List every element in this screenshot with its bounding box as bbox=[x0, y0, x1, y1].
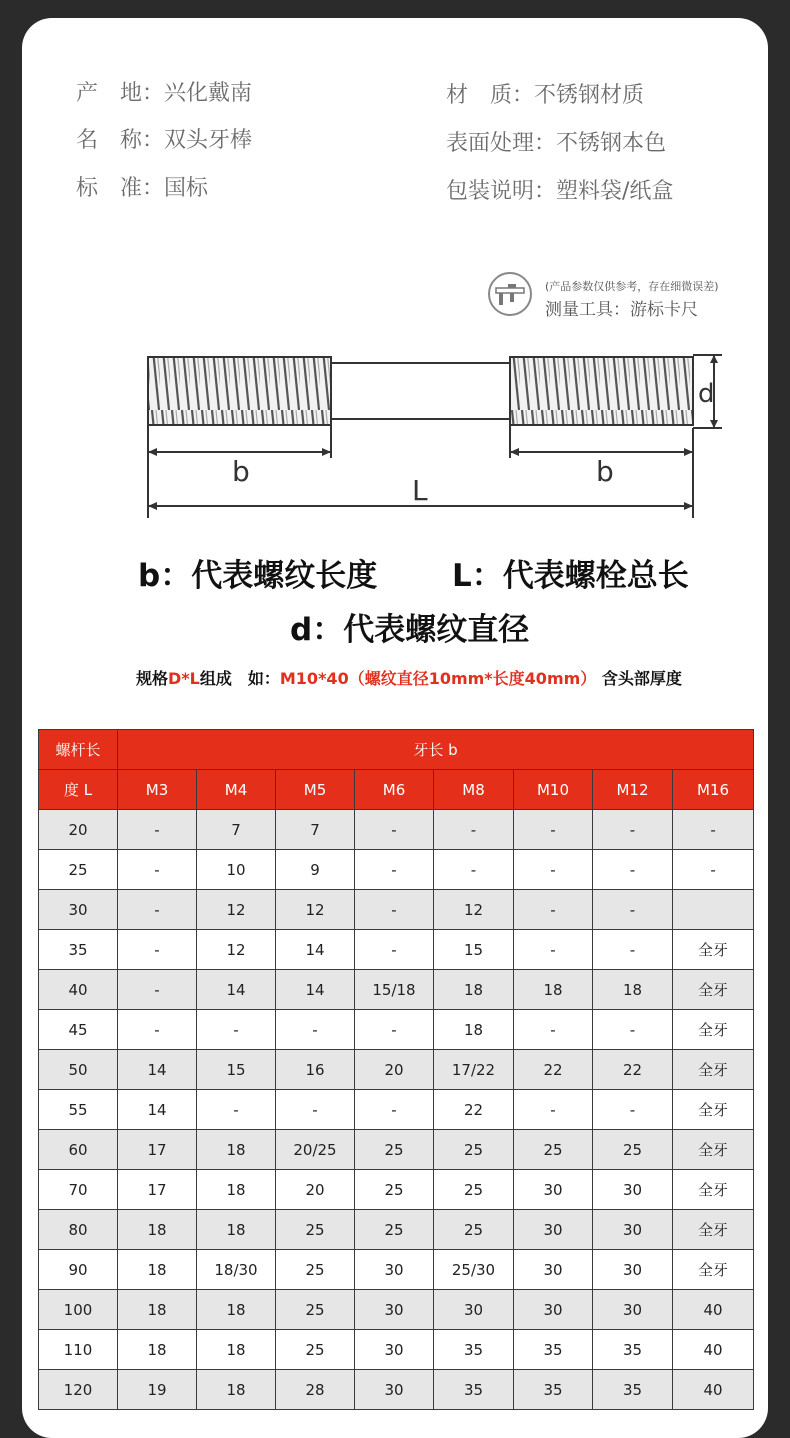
thread-length-cell: 25 bbox=[593, 1130, 673, 1170]
row-length-cell: 35 bbox=[39, 930, 118, 970]
table-row bbox=[39, 1090, 754, 1130]
thread-length-cell: - bbox=[355, 890, 434, 930]
header-size: M3 bbox=[118, 770, 197, 810]
thread-length-cell: - bbox=[593, 810, 673, 850]
thread-length-cell: 30 bbox=[355, 1330, 434, 1370]
thread-length-cell: 10 bbox=[197, 850, 276, 890]
row-length-cell: 70 bbox=[39, 1170, 118, 1210]
thread-length-cell: - bbox=[514, 1010, 593, 1050]
thread-length-cell: 35 bbox=[434, 1330, 514, 1370]
table-row bbox=[39, 1250, 754, 1290]
header-length-bottom: 度 L bbox=[39, 770, 118, 810]
spec-format-note: 规格D*L组成 如：M10*40（螺纹直径10mm*长度40mm） 含头部厚度 bbox=[136, 669, 682, 688]
thread-length-cell: - bbox=[118, 970, 197, 1010]
spec-standard: 标 准：国标 bbox=[76, 176, 209, 201]
thread-length-cell: 14 bbox=[276, 930, 355, 970]
thread-length-cell: 17 bbox=[118, 1130, 197, 1170]
table-row bbox=[39, 1370, 754, 1410]
thread-length-cell: 25 bbox=[514, 1130, 593, 1170]
thread-length-cell: - bbox=[593, 930, 673, 970]
header-size: M8 bbox=[434, 770, 514, 810]
thread-length-cell: 30 bbox=[514, 1290, 593, 1330]
thread-length-cell: 18 bbox=[434, 1010, 514, 1050]
row-length-cell: 110 bbox=[39, 1330, 118, 1370]
header-length-top: 螺杆长 bbox=[39, 730, 118, 770]
thread-length-cell: 35 bbox=[593, 1370, 673, 1410]
thread-length-cell: 25 bbox=[276, 1210, 355, 1250]
header-size: M4 bbox=[197, 770, 276, 810]
table-row bbox=[39, 930, 754, 970]
thread-length-cell: - bbox=[197, 1090, 276, 1130]
thread-length-cell: - bbox=[673, 810, 754, 850]
thread-length-cell: 17 bbox=[118, 1170, 197, 1210]
thread-length-cell: 22 bbox=[434, 1090, 514, 1130]
thread-length-cell: 35 bbox=[434, 1370, 514, 1410]
thread-length-cell: 30 bbox=[593, 1290, 673, 1330]
thread-length-cell: - bbox=[593, 1090, 673, 1130]
thread-length-cell: 15 bbox=[434, 930, 514, 970]
thread-length-cell: - bbox=[355, 1010, 434, 1050]
spec-surface: 表面处理：不锈钢本色 bbox=[446, 131, 667, 156]
row-length-cell: 20 bbox=[39, 810, 118, 850]
thread-length-cell: - bbox=[593, 890, 673, 930]
thread-length-cell: 18 bbox=[434, 970, 514, 1010]
row-length-cell: 30 bbox=[39, 890, 118, 930]
thread-length-cell: 25 bbox=[355, 1210, 434, 1250]
thread-length-cell: 30 bbox=[355, 1250, 434, 1290]
thread-length-cell: 18 bbox=[514, 970, 593, 1010]
thread-length-cell: 全牙 bbox=[673, 1130, 754, 1170]
table-row bbox=[39, 1010, 754, 1050]
thread-length-cell: 25 bbox=[276, 1330, 355, 1370]
row-length-cell: 40 bbox=[39, 970, 118, 1010]
stud-bolt-diagram bbox=[0, 340, 790, 530]
thread-length-cell: 35 bbox=[514, 1330, 593, 1370]
thread-length-cell: 22 bbox=[514, 1050, 593, 1090]
legend-b: b：代表螺纹长度 bbox=[138, 558, 378, 594]
legend-d: d：代表螺纹直径 bbox=[290, 612, 530, 648]
thread-length-cell: 18 bbox=[197, 1370, 276, 1410]
right-thread bbox=[510, 357, 693, 425]
thread-length-cell: 14 bbox=[118, 1090, 197, 1130]
thread-length-cell: 17/22 bbox=[434, 1050, 514, 1090]
table-row bbox=[39, 1130, 754, 1170]
header-size: M12 bbox=[593, 770, 673, 810]
thread-length-cell: 30 bbox=[355, 1370, 434, 1410]
thread-length-cell: 18 bbox=[197, 1210, 276, 1250]
thread-length-cell: - bbox=[514, 890, 593, 930]
diagram-d: d bbox=[698, 379, 715, 409]
thread-length-cell: 14 bbox=[197, 970, 276, 1010]
legend-L: L：代表螺栓总长 bbox=[452, 558, 689, 594]
header-thread-length: 牙长 b bbox=[118, 730, 754, 770]
thread-length-cell: 40 bbox=[673, 1330, 754, 1370]
tool-disclaimer: (产品参数仅供参考，存在细微误差) bbox=[545, 280, 719, 293]
thread-length-cell: 18 bbox=[118, 1290, 197, 1330]
header-size: M6 bbox=[355, 770, 434, 810]
header-size: M16 bbox=[673, 770, 754, 810]
row-length-cell: 55 bbox=[39, 1090, 118, 1130]
thread-length-cell: 25 bbox=[276, 1290, 355, 1330]
thread-length-cell: - bbox=[514, 1090, 593, 1130]
row-length-cell: 90 bbox=[39, 1250, 118, 1290]
thread-length-cell: 20/25 bbox=[276, 1130, 355, 1170]
thread-length-cell: 20 bbox=[355, 1050, 434, 1090]
thread-length-cell: 15 bbox=[197, 1050, 276, 1090]
thread-length-cell: 全牙 bbox=[673, 1250, 754, 1290]
row-length-cell: 120 bbox=[39, 1370, 118, 1410]
row-length-cell: 80 bbox=[39, 1210, 118, 1250]
thread-length-cell: 全牙 bbox=[673, 1010, 754, 1050]
table-row bbox=[39, 890, 754, 930]
left-thread bbox=[148, 357, 331, 425]
thread-length-cell: - bbox=[434, 850, 514, 890]
thread-length-cell: 30 bbox=[593, 1250, 673, 1290]
thread-length-cell: - bbox=[593, 850, 673, 890]
thread-length-cell: - bbox=[355, 1090, 434, 1130]
thread-length-cell: 25 bbox=[276, 1250, 355, 1290]
thread-length-cell: 12 bbox=[197, 890, 276, 930]
thread-length-cell: - bbox=[514, 850, 593, 890]
thread-length-cell: 全牙 bbox=[673, 1210, 754, 1250]
thread-length-cell: 25 bbox=[434, 1130, 514, 1170]
thread-length-cell: 12 bbox=[276, 890, 355, 930]
table-row bbox=[39, 1050, 754, 1090]
thread-length-cell: 9 bbox=[276, 850, 355, 890]
thread-length-cell: 18 bbox=[118, 1210, 197, 1250]
spec-material: 材 质：不锈钢材质 bbox=[446, 83, 645, 108]
table-row bbox=[39, 850, 754, 890]
thread-length-cell: - bbox=[514, 930, 593, 970]
header-size: M10 bbox=[514, 770, 593, 810]
thread-length-cell: 35 bbox=[514, 1370, 593, 1410]
thread-length-cell: 30 bbox=[593, 1210, 673, 1250]
thread-length-cell: 25 bbox=[434, 1170, 514, 1210]
thread-length-cell: - bbox=[593, 1010, 673, 1050]
thread-length-cell: - bbox=[197, 1010, 276, 1050]
thread-length-cell: 30 bbox=[514, 1170, 593, 1210]
thread-length-cell: 14 bbox=[118, 1050, 197, 1090]
spec-origin: 产 地：兴化戴南 bbox=[76, 81, 253, 106]
thread-length-cell: 7 bbox=[197, 810, 276, 850]
shank bbox=[331, 363, 510, 419]
thread-length-cell: 全牙 bbox=[673, 930, 754, 970]
thread-length-cell: 35 bbox=[593, 1330, 673, 1370]
thread-length-cell: 19 bbox=[118, 1370, 197, 1410]
thread-length-cell: - bbox=[118, 1010, 197, 1050]
thread-length-cell: 14 bbox=[276, 970, 355, 1010]
thread-length-cell: - bbox=[355, 930, 434, 970]
thread-length-cell: 全牙 bbox=[673, 1050, 754, 1090]
thread-length-cell: 12 bbox=[197, 930, 276, 970]
thread-length-cell: 25/30 bbox=[434, 1250, 514, 1290]
spec-name: 名 称：双头牙棒 bbox=[76, 128, 253, 153]
thread-length-cell: 15/18 bbox=[355, 970, 434, 1010]
thread-length-cell: 18 bbox=[118, 1330, 197, 1370]
table-row bbox=[39, 1170, 754, 1210]
thread-length-cell: - bbox=[276, 1010, 355, 1050]
thread-length-cell: - bbox=[355, 850, 434, 890]
thread-length-cell: - bbox=[673, 850, 754, 890]
thread-length-cell: 18/30 bbox=[197, 1250, 276, 1290]
thread-length-cell: 16 bbox=[276, 1050, 355, 1090]
row-length-cell: 25 bbox=[39, 850, 118, 890]
thread-length-cell: 18 bbox=[197, 1130, 276, 1170]
thread-length-cell: 22 bbox=[593, 1050, 673, 1090]
thread-length-cell: 18 bbox=[197, 1330, 276, 1370]
thread-length-cell: 18 bbox=[118, 1250, 197, 1290]
thread-length-cell: 全牙 bbox=[673, 970, 754, 1010]
thread-length-cell: 30 bbox=[434, 1290, 514, 1330]
table-row bbox=[39, 970, 754, 1010]
thread-length-cell: 28 bbox=[276, 1370, 355, 1410]
thread-length-cell: - bbox=[276, 1090, 355, 1130]
thread-length-cell: - bbox=[514, 810, 593, 850]
thread-length-cell: - bbox=[355, 810, 434, 850]
thread-length-cell: 40 bbox=[673, 1290, 754, 1330]
thread-length-cell: 7 bbox=[276, 810, 355, 850]
thread-length-cell: 12 bbox=[434, 890, 514, 930]
table-row bbox=[39, 1330, 754, 1370]
row-length-cell: 50 bbox=[39, 1050, 118, 1090]
tool-label: 测量工具：游标卡尺 bbox=[545, 300, 698, 320]
thread-length-cell: 18 bbox=[197, 1290, 276, 1330]
thread-length-cell: 全牙 bbox=[673, 1090, 754, 1130]
table-row bbox=[39, 1290, 754, 1330]
diagram-b-left: b bbox=[232, 455, 250, 488]
diagram-L: L bbox=[412, 474, 428, 507]
thread-length-cell: 18 bbox=[593, 970, 673, 1010]
thread-length-cell: - bbox=[118, 850, 197, 890]
thread-length-cell: 30 bbox=[593, 1170, 673, 1210]
thread-length-cell: 18 bbox=[197, 1170, 276, 1210]
thread-length-cell: - bbox=[118, 890, 197, 930]
thread-length-cell: 20 bbox=[276, 1170, 355, 1210]
thread-length-cell: 30 bbox=[514, 1250, 593, 1290]
thread-length-cell: 25 bbox=[355, 1130, 434, 1170]
thread-length-cell: 全牙 bbox=[673, 1170, 754, 1210]
thread-length-cell: 30 bbox=[514, 1210, 593, 1250]
thread-length-table bbox=[38, 729, 754, 1410]
thread-length-cell: 30 bbox=[355, 1290, 434, 1330]
diagram-b-right: b bbox=[596, 455, 614, 488]
caliper-icon bbox=[488, 272, 532, 316]
thread-length-cell: - bbox=[434, 810, 514, 850]
table-row bbox=[39, 810, 754, 850]
thread-length-cell: 25 bbox=[434, 1210, 514, 1250]
thread-length-cell: 25 bbox=[355, 1170, 434, 1210]
thread-length-cell: - bbox=[118, 810, 197, 850]
thread-length-cell bbox=[673, 890, 754, 930]
table-row bbox=[39, 1210, 754, 1250]
row-length-cell: 45 bbox=[39, 1010, 118, 1050]
header-size: M5 bbox=[276, 770, 355, 810]
spec-packaging: 包装说明：塑料袋/纸盒 bbox=[446, 179, 674, 204]
row-length-cell: 60 bbox=[39, 1130, 118, 1170]
thread-length-cell: 40 bbox=[673, 1370, 754, 1410]
row-length-cell: 100 bbox=[39, 1290, 118, 1330]
thread-length-cell: - bbox=[118, 930, 197, 970]
